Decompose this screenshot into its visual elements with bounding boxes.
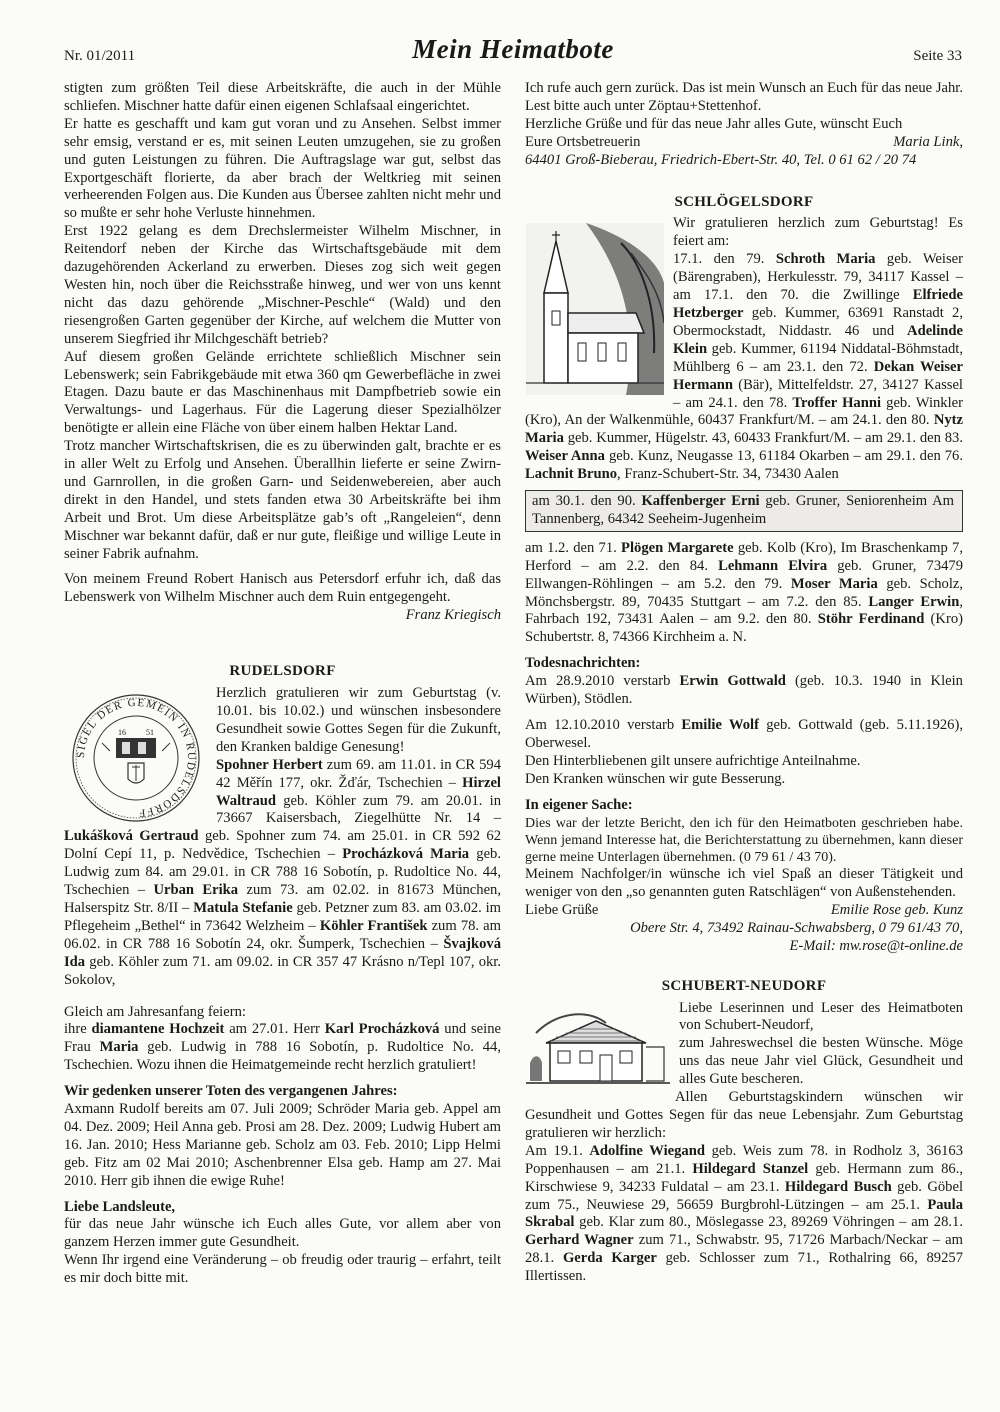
text-span: ihre [64, 1021, 92, 1038]
person-name: Adolfine Wiegand [589, 1142, 705, 1159]
schubert-neudorf-title: SCHUBERT-NEUDORF [661, 977, 827, 994]
right-column [525, 80, 963, 1286]
person-details: geb. Winkler (Kro), An der Walkenmühle, 60437 Frankfurt/M. – am 24.1. den 80. [525, 394, 963, 429]
person-details: geb. Kunz, Neugasse 13, 61184 Okarben – am 29.1. den 76. [604, 448, 963, 465]
eigene-sache-address: Obere Str. 4, 73492 Rainau-Schwabsberg, 0 79 61/43 70, [630, 919, 963, 936]
text-span: am 27.01. Herr [224, 1021, 325, 1038]
person-name: Matula Stefanie [193, 899, 293, 916]
seal-year-right: 51 [146, 728, 154, 738]
mischner-paragraph-1: stigten zum größten Teil diese Arbeitskräfte, die auch in der Mühle schliefen. Mischner hatte dafür einen eigenen Schlafsaal eingerichtet. [64, 80, 501, 114]
highlight-box [525, 490, 963, 532]
anteilnahme-text: Den Hinterbliebenen gilt unsere aufrichtige Anteilnahme. [525, 752, 861, 769]
text-span: Am 12.10.2010 verstarb [525, 717, 682, 733]
landsleute-heading: Liebe Landsleute, [64, 1198, 176, 1215]
schloegelsdorf-title: SCHLÖGELSDORF [674, 193, 814, 210]
person-name: Weiser Anna [525, 448, 605, 465]
person-name: Kaffenberger Erni [641, 493, 760, 510]
person-name: Paula Skrabal [525, 1196, 963, 1231]
person-name: Elfriede Hetzberger [673, 287, 963, 321]
rudelsdorf-seal-image [64, 691, 208, 825]
signature-name: Maria Link, [893, 133, 963, 150]
person-details: (geb. 10.3. 1940 in Klein Würben), Stödlen. [525, 673, 963, 708]
mischner-paragraph-3: Erst 1922 gelang es dem Drechslermeister Wilhelm Mischner, in Reitendorf neben der Kirche das Wirtschaftsgebäude mit dem dazugehörenden Ackerland zu erwerben. Dieses zog sich weit gegen Westen hin, noch über die Reichsstraße hinweg, und wer von uns kennt nicht das dazu gehörende „Mischner-Peschle“ (Wald) und den riesengroßen Garten gegenüber der Kirche, auf welchem die Mutter von unserem Siegfried ihr Milchgeschäft betrieb? [64, 223, 501, 347]
person-details: , Franz-Schubert-Str. 34, 73430 Aalen [617, 466, 839, 483]
person-details: geb. Gruner, 73479 Ellwangen-Röhlingen – am 5.2. den 79. [525, 557, 964, 592]
signature-name: Emilie Rose geb. Kunz [830, 901, 963, 918]
person-name: Urban Erika [153, 882, 239, 899]
person-details: (Kro) Schubertstr. 8, 74366 Kirchheim a. N. [525, 611, 963, 646]
text-span: Am 19.1. [525, 1142, 590, 1159]
person-name: Dekan Weiser Hermann [673, 358, 963, 393]
person-name: Nytz Maria [525, 412, 963, 447]
person-name: Lachnit Bruno [525, 466, 618, 483]
person-details: geb. Kummer, 63691 Ranstadt 2, Obermockstadt, Niddastr. 46 und [673, 304, 963, 339]
schubert-intro-3: Allen Geburtstagskindern wünschen wir Gesundheit und Gottes Segen für das neue Lebensjahr. Zum Geburtstag gratulieren wir herzlich: [525, 1089, 963, 1141]
eigene-sache-signature [525, 902, 963, 920]
text-span: geb. Ludwig in 788 16 Sobotín, p. Rudoltice No. 44, Tschechien. Wozu ihnen die Heimatgemeinde recht herzlich gratuliert! [64, 1039, 501, 1074]
house-image [525, 1002, 671, 1086]
schubert-intro-2: zum Jahreswechsel die besten Wünsche. Möge uns das neue Jahr viel Glück, Gesundheit und alles Gute bescheren. [679, 1035, 963, 1088]
schloegelsdorf-intro: Wir gratulieren herzlich zum Geburtstag! Es feiert am: [673, 215, 963, 250]
person-name: Langer Erwin [868, 593, 960, 610]
person-details: zum 69. am 11.01. in CR 594 42 Měřín 177, okr. Žďár, Tschechien – [216, 756, 501, 791]
person-details: geb. Göbel zum 75., Neuwiese 29, 56659 Burgbrohl-Lützingen – am 25.1. [525, 1178, 964, 1213]
person-name: Adelinde Klein [673, 322, 963, 357]
person-details: zum 78. am 06.02. in CR 788 16 Sobotín 24, okr. Šumperk, Tschechien – [64, 917, 501, 952]
mischner-paragraph-6: Von meinem Freund Robert Hanisch aus Petersdorf erfuhr ich, daß das Lebenswerk von Wilhelm Mischner auch dem Ruin entgegengeht. [64, 571, 501, 606]
person-name: Hirzel Waltraud [216, 774, 501, 809]
signature-label: Liebe Grüße [525, 901, 599, 918]
person-details: geb. Köhler zum 79. am 20.01. in 73667 Kaisersbach, Ziegelhütte Nr. 14 – [216, 792, 501, 827]
person-name: Gerda Karger [562, 1250, 657, 1267]
person-details: geb. Gottwald (geb. 5.11.1926), Oberwesel. [525, 717, 963, 751]
person-details: zum 71., Schwabstr. 95, 71726 Marbach/Neckar – am 28.1. [525, 1232, 963, 1267]
person-details: geb. Kolb (Kro), Im Braschenkamp 7, Herford – am 2.2. den 84. [525, 539, 963, 574]
person-name: Plögen Margarete [621, 539, 734, 556]
left-column [64, 80, 501, 1288]
person-details: geb. Spohner zum 74. am 25.01. in CR 592 62 Dolní Cepí 11, p. Nedvědice, Tschechien – [64, 828, 501, 863]
seal-ring-text: SIGEL DER GEMEIN IN RUDELSDORFF [74, 696, 198, 820]
signature-label: Eure Ortsbetreuerin [525, 133, 641, 150]
person-name: Schroth Maria [775, 251, 876, 268]
schloegelsdorf-birthdays-2 [525, 540, 963, 647]
person-name: Troffer Hanni [792, 394, 882, 411]
person-name: Köhler František [319, 917, 428, 934]
person-details: geb. Ludwig zum 84. am 29.01. in CR 788 16 Sobotín, p. Rudoltice No. 44, Tschechien – [64, 846, 501, 899]
person-details: geb. Gruner, Seniorenheim Am Tannenberg, 64342 Seeheim-Jugenheim [532, 493, 954, 527]
toten-heading: Wir gedenken unserer Toten des vergangenen Jahres: [64, 1083, 398, 1100]
besserung-text: Den Kranken wünschen wir gute Besserung. [525, 770, 786, 787]
hochzeit-text [64, 1021, 501, 1075]
person-details: (Bär), Mittelfeldstr. 27, 34127 Kassel – am 24.1. den 78. [673, 376, 963, 411]
landsleute-text-1: für das neue Jahr wünsche ich Euch alles Gute, vor allem aber von ganzem Herzen immer gute Gesundheit. [64, 1216, 501, 1251]
person-details: geb. Petzner zum 83. am 03.02. im Pflegeheim „Bethel“ in 73642 Welzheim – [64, 899, 501, 934]
person-details: geb. Weis zum 78. in Rodholz 3, 36163 Poppenhausen – am 21.1. [525, 1142, 964, 1177]
person-details: geb. Weiser (Bärengraben), Herkulesstr. 79, 34117 Kassel – am 17.1. den 70. die Zwillinge [673, 251, 963, 304]
person-details: geb. Kummer, 61194 Niddatal-Böhmstadt, Mühlberg 6 – am 23.1. den 72. [673, 340, 963, 375]
continued-signature [525, 134, 963, 152]
todesnachricht-2 [525, 717, 963, 753]
mischner-paragraph-4: Auf diesem großen Gelände errichtete schließlich Mischner sein Lebenswerk; sein Fabrikgebäude mit etwa 360 qm Gewerbefläche in zwei Etagen. Dazu baute er das Maschinenhaus mit Dampfbetrieb sowie ein Verwaltungs- und Lagerhaus. Für die Lagerung dieser Spezialhölzer benötigte er allein eine Fläche von über einem halben Hektar Land. [64, 348, 501, 437]
todesnachrichten-heading: Todesnachrichten: [525, 655, 641, 672]
person-name: Karl Procházková [324, 1021, 440, 1038]
person-details: , Fahrbach 192, 73431 Aalen – am 9.2. den 80. [525, 593, 963, 628]
person-name: Hildegard Busch [784, 1178, 892, 1195]
text-span: am 30.1. den 90. [532, 493, 642, 510]
person-details: zum 73. am 02.02. in 81673 München, Halserspitz Str. 8/II – [64, 882, 502, 916]
seal-icon [66, 693, 206, 823]
mischner-signature: Franz Kriegisch [405, 607, 501, 624]
seal-year-left: 16 [118, 728, 126, 738]
person-name: Emilie Wolf [681, 717, 759, 733]
person-name: Gerhard Wagner [525, 1232, 634, 1249]
schubert-birthdays [525, 1143, 963, 1286]
person-name: Stöhr Ferdinand [817, 611, 925, 628]
person-details: geb. Köhler zum 71. am 09.02. in CR 357 47 Krásno n/Tepl 107, okr. Sokolov, [64, 953, 501, 988]
eigene-sache-email: E-Mail: mw.rose@t-online.de [789, 937, 963, 954]
hochzeit-lead: Gleich am Jahresanfang feiern: [64, 1003, 246, 1020]
eigene-sache-text-1: Dies war der letzte Bericht, den ich für den Heimatboten geschrieben habe. Wenn jemand Interesse hat, die Berichterstattung zu übernehmen, kann dieser gerne meine Unterlagen übernehmen. (0 79 61 / 43 70). [525, 815, 963, 865]
person-details: geb. Kummer, Hügelstr. 43, 60433 Frankfurt/M. – am 29.1. den 83. [563, 430, 963, 447]
person-name: Maria [99, 1039, 139, 1056]
continued-address: 64401 Groß-Bieberau, Friedrich-Ebert-Str. 40, Tel. 0 61 62 / 20 74 [525, 151, 917, 168]
person-name: Procházková Maria [342, 846, 470, 863]
issue-number: Nr. 01/2011 [64, 48, 136, 64]
church-image [525, 221, 665, 397]
landsleute-text-2: Wenn Ihr irgend eine Veränderung – ob freudig oder traurig – erfahrt, teilt es mir doch bitte mit. [64, 1252, 501, 1287]
schubert-intro-1: Liebe Leserinnen und Leser des Heimatboten von Schubert-Neudorf, [679, 999, 963, 1034]
continued-text-1: Ich rufe auch gern zurück. Das ist mein Wunsch an Euch für das neue Jahr. Lest bitte auch unter Zöptau+Stettenhof. [525, 80, 963, 114]
person-name: Moser Maria [790, 575, 878, 592]
eigene-sache-text-2: Meinem Nachfolger/in wünsche ich viel Spaß an dieser Tätigkeit und weniger von den „so genannten guten Ratschlägen“ von Außenstehenden. [525, 866, 963, 901]
person-details: geb. Klar zum 80., Möslegasse 23, 89269 Vöhringen – am 28.1. [574, 1214, 963, 1231]
page-number: Seite 33 [913, 48, 962, 64]
house-icon [526, 1003, 670, 1085]
person-name: Hildegard Stanzel [692, 1160, 809, 1177]
person-details: geb. Hermann zum 86., Kirschwiese 9, 34233 Fuldatal – am 23.1. [525, 1160, 963, 1195]
person-name: Švajková Ida [64, 935, 501, 970]
person-name: Spohner Herbert [216, 756, 323, 773]
text-span: 17.1. den 79. [673, 251, 776, 268]
person-details: geb. Schlosser zum 71., Rothalring 66, 89257 Illertissen. [525, 1250, 963, 1285]
person-name: Lukášková Gertraud [64, 828, 199, 845]
eigene-sache-heading: In eigener Sache: [525, 796, 633, 813]
todesnachricht-1 [525, 673, 963, 709]
text-span: Am 28.9.2010 verstarb [525, 673, 680, 690]
toten-text: Axmann Rudolf bereits am 07. Juli 2009; Schröder Maria geb. Appel am 04. Dez. 2009; Heil Anna geb. Prosi am 28. Dez. 2009; Ludwig Hubert am 16. Jan. 2010; Hess Marianne geb. Scholz am 03. Feb. 2010; Lipp Helmi geb. Fitz am 02 Mai 2010; Aschenbrenner Elsa geb. Hamp am 27. Mai 2010. Herr gib ihnen die ewige Ruhe! [64, 1101, 501, 1189]
rudelsdorf-intro: Herzlich gratulieren wir zum Geburtstag (v. 10.01. bis 10.02.) und wünschen insbesondere Gesundheit sowie Gottes Segen für die Zukunft, den Kranken baldige Genesung! [216, 685, 501, 755]
text-span: am 1.2. den 71. [525, 539, 622, 556]
page-header [64, 34, 962, 74]
person-details: geb. Scholz, Mönchsbergstr. 89, 70435 Stuttgart – am 7.2. den 85. [525, 575, 963, 610]
person-name: Erwin Gottwald [679, 673, 786, 690]
text-span: und seine Frau [64, 1021, 501, 1056]
person-name: Lehmann Elvira [718, 557, 828, 574]
continued-text-2: Herzliche Grüße und für das neue Jahr alles Gute, wünscht Euch [525, 115, 903, 132]
church-icon [526, 223, 664, 395]
rudelsdorf-title: RUDELSDORF [229, 663, 336, 680]
mischner-paragraph-2: Er hatte es geschafft und kam gut voran und zu Ansehen. Selbst immer sehr emsig, verstand er es, mit seinen Leuten umzugehen, sie zu großen und guten Leistungen zu führen. Die Auftragslage war gut, selbst das Exportgeschäft florierte, da aber brach der Weltkrieg mit seinen verheerenden Folgen aus. Die Kunden aus Übersee zahlten nicht mehr und so mußte er sehr hohe Verluste hinnehmen. [64, 115, 501, 222]
emphasis: diamantene Hochzeit [91, 1021, 225, 1038]
mischner-paragraph-5: Trotz mancher Wirtschaftskrisen, die es zu überwinden galt, brachte er es in aller Welt zu Erfolg und Ansehen. Überallhin lieferte er seine Zwirn- und Garnrollen, in die großen Garn- und Seidenwebereien, aber auch direkt in den Handel, und stets fanden etwa 30 Arbeitskräfte bei ihm Arbeit und Brot. Um diese Arbeitsplätze gab’s oft „Rangeleien“, denn Mischner war bekannt dafür, daß er nur gute, fleißige und willige Leute in seiner Fabrik aufnahm. [64, 438, 501, 562]
newspaper-title: Mein Heimatbote [412, 34, 614, 64]
